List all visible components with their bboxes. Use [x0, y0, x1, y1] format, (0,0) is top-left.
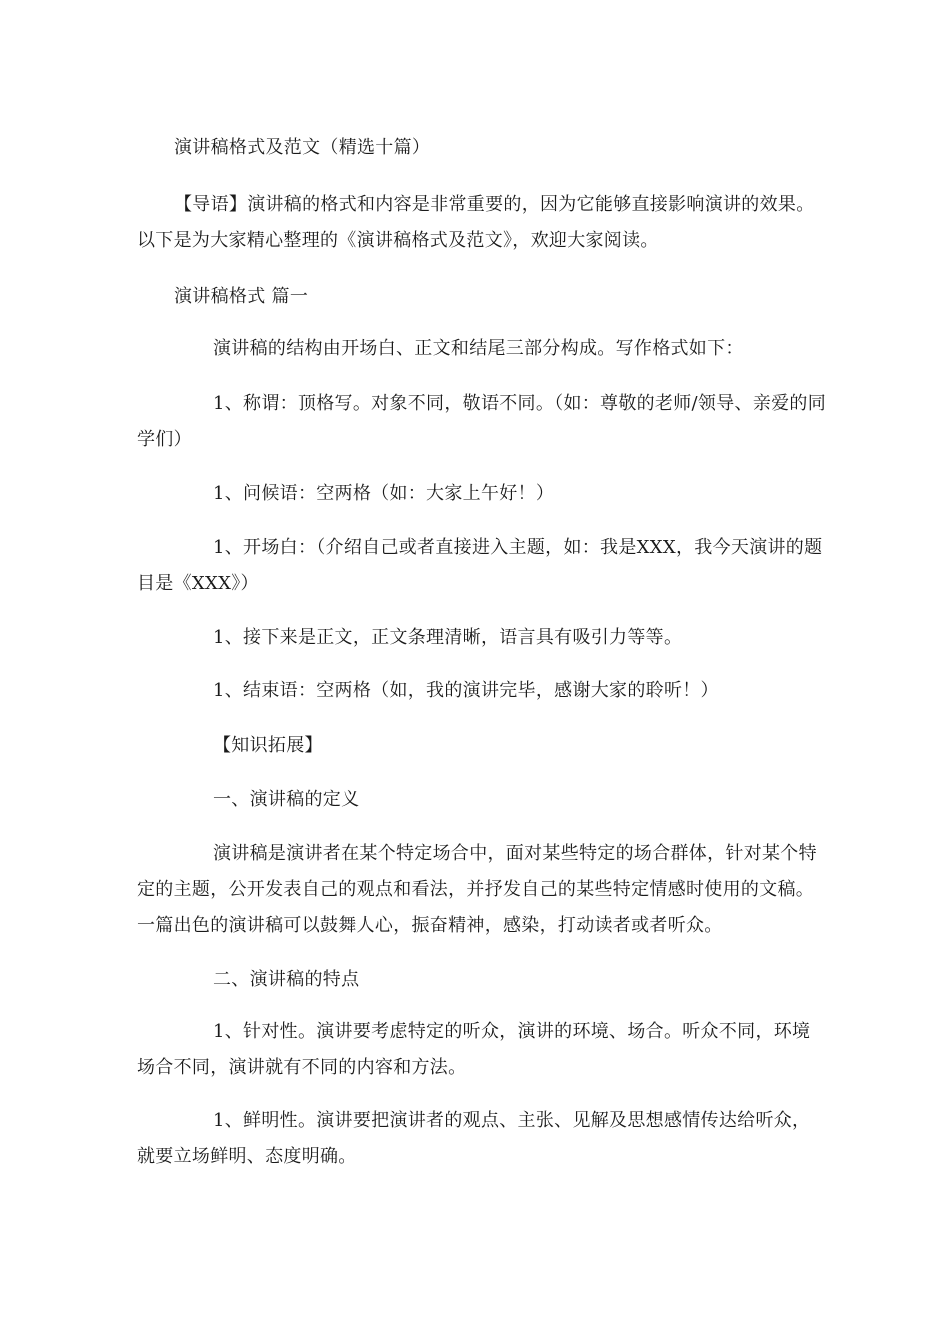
section-heading: 演讲稿格式 篇一 — [174, 286, 309, 307]
greeting-item: 1、问候语：空两格（如：大家上午好！） — [213, 483, 555, 504]
feature-distinct: 1、鲜明性。演讲要把演讲者的观点、主张、见解及思想感情传达给听众，就要立场鲜明、态度明确。 — [137, 1110, 811, 1167]
definition-paragraph: 演讲稿是演讲者在某个特定场合中，面对某些特定的场合群体，针对某个特定的主题，公开发表自己的观点和看法，并抒发自己的某些特定情感时使用的文稿。一篇出色的演讲稿可以鼓舞人心，振奋精神，感染，打动读者或者听众。 — [137, 843, 817, 936]
knowledge-heading: 【知识拓展】 — [213, 735, 323, 756]
document-title: 演讲稿格式及范文（精选十篇） — [174, 137, 431, 158]
intro-paragraph: 【导语】演讲稿的格式和内容是非常重要的，因为它能够直接影响演讲的效果。以下是为大家精心整理的《演讲稿格式及范文》，欢迎大家阅读。 — [137, 194, 815, 251]
feature-targeted: 1、针对性。演讲要考虑特定的听众，演讲的环境、场合。听众不同，环境场合不同，演讲就有不同的内容和方法。 — [137, 1021, 811, 1078]
opening-item: 1、开场白：（介绍自己或者直接进入主题，如：我是XXX，我今天演讲的题目是《XXX》） — [137, 537, 823, 594]
definition-heading: 一、演讲稿的定义 — [213, 789, 360, 810]
features-heading: 二、演讲稿的特点 — [213, 969, 360, 990]
body-item: 1、接下来是正文，正文条理清晰，语言具有吸引力等等。 — [213, 627, 683, 648]
closing-item: 1、结束语：空两格（如，我的演讲完毕，感谢大家的聆听！） — [213, 680, 719, 701]
salutation-item: 1、称谓：顶格写。对象不同，敬语不同。（如：尊敬的老师/领导、亲爱的同学们） — [137, 393, 827, 450]
structure-paragraph: 演讲稿的结构由开场白、正文和结尾三部分构成。写作格式如下： — [213, 338, 744, 359]
